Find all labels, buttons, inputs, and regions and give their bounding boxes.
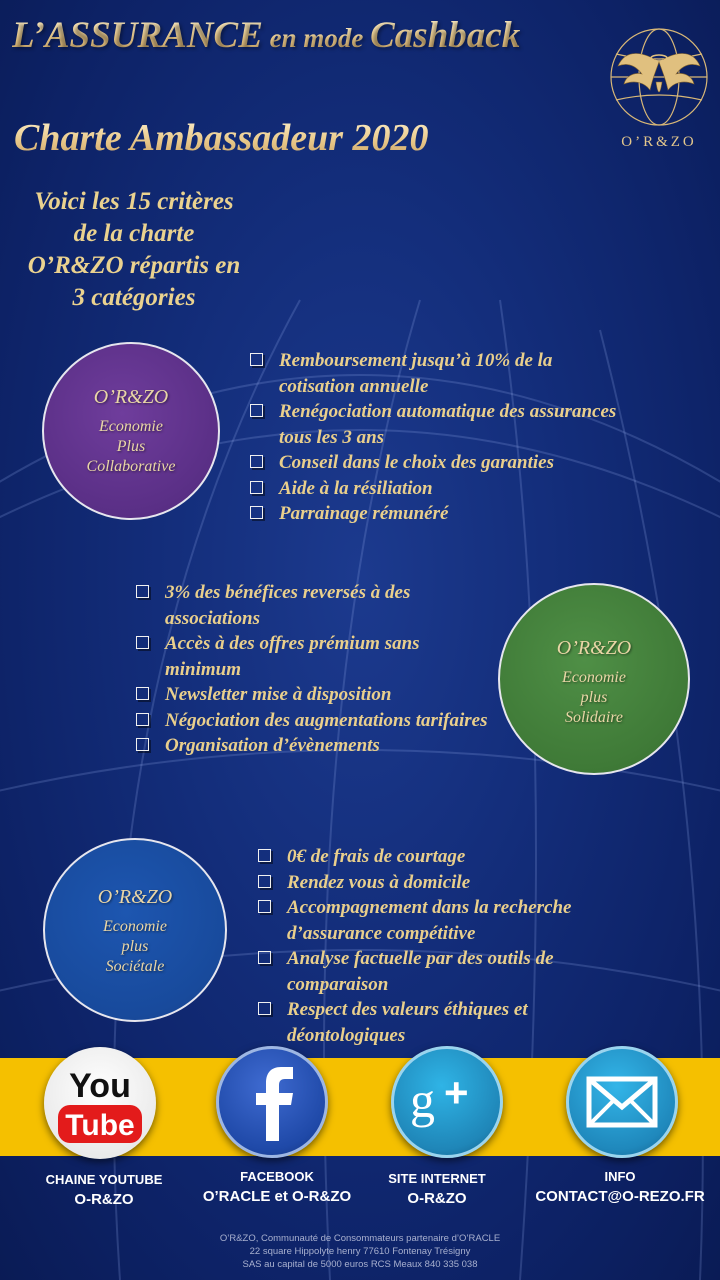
label-bottom: O’RACLE et O-R&ZO: [202, 1188, 352, 1205]
intro-text: [8, 186, 260, 314]
info-label[interactable]: [520, 1168, 720, 1208]
criteria-item: [134, 631, 494, 682]
criteria-item: [256, 895, 636, 946]
checkbox-bullet-icon: [250, 481, 263, 494]
title-cashback: Cashback: [370, 15, 521, 56]
criteria-item: [134, 708, 494, 734]
category-line: plus: [121, 938, 149, 955]
criteria-item: [248, 348, 620, 399]
checkbox-bullet-icon: [136, 738, 149, 751]
criteria-list-collaborative: [248, 348, 620, 527]
google-plus-button[interactable]: [391, 1046, 503, 1158]
checkbox-bullet-icon: [136, 713, 149, 726]
checkbox-bullet-icon: [258, 900, 271, 913]
checkbox-bullet-icon: [250, 353, 263, 366]
mail-icon: [569, 1049, 675, 1155]
criteria-item: [256, 946, 636, 997]
criteria-text: 0€ de frais de courtage: [287, 846, 466, 867]
intro-line: O’R&ZO répartis en: [27, 252, 241, 279]
checkbox-bullet-icon: [136, 585, 149, 598]
category-line: Economie: [562, 669, 626, 686]
youtube-logo-you: You: [69, 1067, 131, 1105]
criteria-item: [248, 501, 620, 527]
criteria-item: [248, 399, 620, 450]
category-societale-circle: [43, 838, 227, 1022]
criteria-text: Conseil dans le choix des garanties: [279, 452, 554, 473]
google-plus-icon: [394, 1049, 500, 1155]
category-line: Solidaire: [564, 709, 624, 726]
checkbox-bullet-icon: [258, 875, 271, 888]
criteria-text: Parrainage rémunéré: [279, 503, 449, 524]
criteria-item: [248, 450, 620, 476]
youtube-icon: [44, 1047, 156, 1159]
intro-line: 3 catégories: [72, 284, 196, 311]
criteria-text: Renégociation automatique des assurances tous les 3 ans: [279, 401, 617, 448]
title-assurance: L’ASSURANCE: [12, 15, 263, 56]
category-line: Collaborative: [86, 458, 176, 475]
criteria-text: 3% des bénéfices reversés à des associations: [165, 582, 411, 629]
criteria-item: [134, 580, 494, 631]
svg-text:+: +: [444, 1069, 469, 1116]
checkbox-bullet-icon: [136, 636, 149, 649]
criteria-item: [256, 844, 636, 870]
footer-legal: [150, 1232, 570, 1271]
checkbox-bullet-icon: [258, 1002, 271, 1015]
checkbox-bullet-icon: [250, 506, 263, 519]
mail-button[interactable]: [566, 1046, 678, 1158]
criteria-list-solidaire: [134, 580, 494, 759]
category-line: Plus: [116, 438, 146, 455]
intro-line: Voici les 15 critères: [34, 188, 234, 215]
criteria-item: [134, 733, 494, 759]
footer-line: 22 square Hippolyte henry 77610 Fontenay Trésigny: [249, 1246, 471, 1257]
criteria-item: [134, 682, 494, 708]
category-line: plus: [580, 689, 608, 706]
contact-email-link[interactable]: CONTACT@O-REZO.FR: [535, 1188, 705, 1205]
footer-line: SAS au capital de 5000 euros RCS Meaux 840 335 038: [242, 1259, 478, 1270]
criteria-text: Négociation des augmentations tarifaires: [165, 709, 488, 731]
criteria-item: [256, 870, 636, 896]
label-top: FACEBOOK: [240, 1169, 314, 1184]
criteria-text: Remboursement jusqu’à 10% de la cotisation annuelle: [279, 350, 553, 397]
criteria-text: Rendez vous à domicile: [287, 871, 471, 893]
checkbox-bullet-icon: [136, 687, 149, 700]
facebook-label[interactable]: [182, 1168, 372, 1208]
logo-brand-text: O’R&ZO: [621, 134, 697, 150]
label-top: SITE INTERNET: [388, 1171, 486, 1186]
checkbox-bullet-icon: [258, 849, 271, 862]
website-label[interactable]: [362, 1170, 512, 1210]
svg-text:g: g: [410, 1072, 435, 1128]
category-solidaire-circle: [498, 583, 690, 775]
category-name: O’R&ZO: [93, 386, 169, 408]
title-en-mode: en mode: [262, 23, 371, 53]
facebook-icon: [219, 1049, 325, 1155]
criteria-text: Aide à la résiliation: [279, 477, 433, 499]
category-line: Sociétale: [105, 958, 165, 975]
label-top: INFO: [604, 1169, 636, 1184]
label-top: CHAINE YOUTUBE: [45, 1172, 163, 1187]
category-collaborative-circle: [42, 342, 220, 520]
criteria-text: Newsletter mise à disposition: [165, 684, 392, 705]
intro-line: de la charte: [73, 220, 195, 247]
label-bottom: O-R&ZO: [74, 1191, 134, 1208]
criteria-text: Respect des valeurs éthiques et déontologiques: [287, 999, 528, 1046]
category-name: O’R&ZO: [556, 637, 632, 659]
criteria-text: Accompagnement dans la recherche d’assurance compétitive: [287, 897, 572, 944]
checkbox-bullet-icon: [250, 455, 263, 468]
category-line: Economie: [103, 918, 167, 935]
category-name: O’R&ZO: [97, 886, 173, 908]
youtube-logo-tube: Tube: [65, 1109, 135, 1142]
footer-line: O’R&ZO, Communauté de Consommateurs partenaire d’O’RACLE: [219, 1233, 501, 1244]
criteria-item: [248, 476, 620, 502]
criteria-text: Accès à des offres prémium sans minimum: [165, 633, 420, 680]
label-bottom: O-R&ZO: [407, 1190, 467, 1207]
criteria-list-societale: [256, 844, 636, 1048]
checkbox-bullet-icon: [258, 951, 271, 964]
charter-subtitle: Charte Ambassadeur 2020: [14, 117, 429, 159]
facebook-button[interactable]: [216, 1046, 328, 1158]
criteria-item: [256, 997, 636, 1048]
criteria-text: Analyse factuelle par des outils de comparaison: [287, 948, 554, 995]
youtube-label[interactable]: [20, 1171, 188, 1211]
main-title: [12, 14, 520, 57]
category-line: Economie: [99, 418, 163, 435]
criteria-text: Organisation d’évènements: [165, 735, 380, 756]
youtube-button[interactable]: [44, 1047, 156, 1159]
checkbox-bullet-icon: [250, 404, 263, 417]
